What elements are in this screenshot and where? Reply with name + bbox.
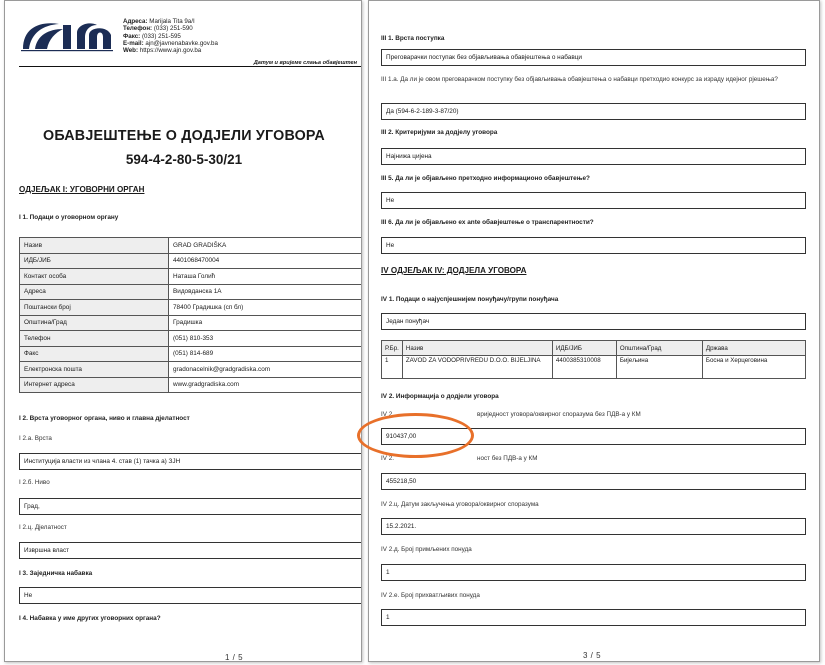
s1-2b-field: Град, xyxy=(19,498,362,515)
s4-2b-label-prefix: IV 2. xyxy=(381,455,394,462)
phone-value: (033) 251-590 xyxy=(153,25,193,33)
s3-2-label: III 2. Критеријуми за додјелу уговора xyxy=(381,129,498,136)
page-number-3: 3 / 5 xyxy=(583,651,602,660)
bidders-cell: 4400385310008 xyxy=(552,356,616,379)
contact-key: Телефон xyxy=(20,331,169,347)
bidders-cell: ZAVOD ZA VODOPRIVREDU D.O.O. BIJELJINA xyxy=(402,356,552,379)
contact-key: Поштански број xyxy=(20,300,169,316)
web-link[interactable]: https://www.ajn.gov.ba xyxy=(139,47,202,55)
contact-row xyxy=(20,315,363,331)
s3-1a-label: III 1.а. Да ли је овом преговарачком поступку без објављивања обавјештења о набавци претходио конкурс за израду идејног рјешења? xyxy=(381,76,778,83)
s3-5-label: III 5. Да ли је објављено претходно информационо обавјештење? xyxy=(381,175,590,182)
contact-value: Видовданска 1А xyxy=(169,284,363,300)
s1-3-label: I 3. Заједничка набавка xyxy=(19,570,93,577)
contact-value: Градишка xyxy=(169,315,363,331)
contact-value: Наташа Голић xyxy=(169,269,363,285)
s3-6-field: Не xyxy=(381,237,806,254)
contact-value: www.gradgradiska.com xyxy=(169,377,363,393)
s3-1a-field: Да (594-6-2-189-3-87/20) xyxy=(381,103,806,120)
highlight-circle xyxy=(357,413,474,458)
s1-2b-label: I 2.б. Ниво xyxy=(19,479,50,486)
contact-value: (051) 814-689 xyxy=(169,346,363,362)
s1-1-label: I 1. Подаци о уговорном органу xyxy=(19,214,119,221)
s1-2a-label: I 2.а. Врста xyxy=(19,435,52,442)
contact-key: Факс xyxy=(20,346,169,362)
address-value: Marijala Tita 9a/I xyxy=(149,18,195,25)
s4-2-label: IV 2. Информација о додјели уговора xyxy=(381,393,499,400)
bidders-cell: Босна и Херцеговина xyxy=(702,356,805,379)
bidders-header-cell: Држава xyxy=(702,341,805,356)
contact-value: 4401068470004 xyxy=(169,253,363,269)
contact-value: 78400 Градишка (сп бл) xyxy=(169,300,363,316)
bidders-header-cell: Р.Бр. xyxy=(382,341,403,356)
email-value[interactable]: ajn@javnenabavke.gov.ba xyxy=(145,39,218,47)
contact-key: Електронска пошта xyxy=(20,362,169,378)
contact-key: ИДБ/ЈИБ xyxy=(20,253,169,269)
s4-2d-field: 1 xyxy=(381,564,806,581)
bidders-header-cell: ИДБ/ЈИБ xyxy=(552,341,616,356)
agency-contact-block xyxy=(123,18,218,54)
document-number: 594-4-2-80-5-30/21 xyxy=(125,152,243,167)
bidders-table xyxy=(381,340,806,379)
contact-value: gradonacelnik@gradgradiska.com xyxy=(169,362,363,378)
s4-2c-field: 15.2.2021. xyxy=(381,518,806,535)
document-page-3 xyxy=(368,0,820,662)
section-4-heading: IV ОДЈЕЉАК IV: ДОДЈЕЛА УГОВОРА xyxy=(381,266,527,275)
contact-value: GRAD GRADIŠKA xyxy=(169,238,363,254)
s1-2a-field: Институција власти из члана 4. став (1) тачка а) ЗЈН xyxy=(19,453,362,470)
email-label: E-mail: xyxy=(123,39,144,47)
contact-value: (051) 810-353 xyxy=(169,331,363,347)
s4-2e-field: 1 xyxy=(381,609,806,626)
contact-key: Назив xyxy=(20,238,169,254)
address-label: Адреса: xyxy=(123,18,148,25)
contact-row xyxy=(20,362,363,378)
fax-label: Факс: xyxy=(123,32,141,40)
document-page-1 xyxy=(4,0,362,662)
contact-row xyxy=(20,331,363,347)
s3-6-label: III 6. Да ли је објављено ex ante обавјештење о транспарентности? xyxy=(381,219,594,226)
contact-key: Контакт особа xyxy=(20,269,169,285)
s4-2a-field: 910437,00 xyxy=(381,428,806,445)
bidders-cell: 1 xyxy=(382,356,403,379)
bidders-header-cell: Општина/Град xyxy=(616,341,702,356)
s1-3-field: Не xyxy=(19,587,362,604)
contact-row xyxy=(20,377,363,393)
s4-1-label: IV 1. Подаци о најуспјешнијем понуђачу/групи понуђача xyxy=(381,296,559,303)
s3-5-field: Не xyxy=(381,192,806,209)
s4-2d-label: IV 2.д. Број примљених понуда xyxy=(381,546,472,553)
bidders-header-row xyxy=(382,341,806,356)
agency-logo-icon xyxy=(19,15,119,55)
s1-2c-field: Извршна власт xyxy=(19,542,362,559)
s4-2b-label-suffix: ност без ПДВ-а у КМ xyxy=(477,455,538,462)
fax-value: (033) 251-595 xyxy=(141,32,181,40)
s4-1-field: Један понуђач xyxy=(381,313,806,330)
s4-2a-label-prefix: IV 2. xyxy=(381,411,394,418)
contact-key: Адреса xyxy=(20,284,169,300)
s4-2b-field: 455218,50 xyxy=(381,473,806,490)
contact-row xyxy=(20,238,363,254)
s1-2-label: I 2. Врста уговорног органа, ниво и главна дјелатност xyxy=(19,415,190,422)
s1-4-label: I 4. Набавка у име других уговорних органа? xyxy=(19,615,161,622)
date-sent-label: Датум и вријеме слања обавјештен xyxy=(253,60,357,66)
contracting-authority-table xyxy=(19,237,362,393)
page-number-1: 1 / 5 xyxy=(225,653,244,662)
contact-key: Интернет адреса xyxy=(20,377,169,393)
bidders-cell: Бијељина xyxy=(616,356,702,379)
contact-row xyxy=(20,346,363,362)
s1-2c-label: I 2.ц. Дјелатност xyxy=(19,524,67,531)
web-label: Web: xyxy=(123,47,139,55)
phone-label: Телефон: xyxy=(123,25,153,33)
contact-row xyxy=(20,284,363,300)
contact-row xyxy=(20,300,363,316)
s3-1-label: III 1. Врста поступка xyxy=(381,35,445,42)
s4-2e-label: IV 2.е. Број прихватљивих понуда xyxy=(381,592,480,599)
contact-row xyxy=(20,269,363,285)
bidders-header-cell: Назив xyxy=(402,341,552,356)
s4-2a-label-suffix: вриједност уговора/оквирног споразума без ПДВ-а у КМ xyxy=(477,411,641,418)
bidders-row xyxy=(382,356,806,379)
document-title: ОБАВЈЕШТЕЊЕ О ДОДЈЕЛИ УГОВОРА xyxy=(43,128,325,144)
contact-key: Општина/Град xyxy=(20,315,169,331)
s3-2-field: Најнижа цијена xyxy=(381,148,806,165)
s4-2c-label: IV 2.ц. Датум закључења уговора/оквирног споразума xyxy=(381,501,539,508)
s3-1-field: Преговарачки поступак без објављивања обавјештења о набавци xyxy=(381,49,806,66)
contact-row xyxy=(20,253,363,269)
section-1-heading: ОДЈЕЉАК I: УГОВОРНИ ОРГАН xyxy=(19,185,145,194)
